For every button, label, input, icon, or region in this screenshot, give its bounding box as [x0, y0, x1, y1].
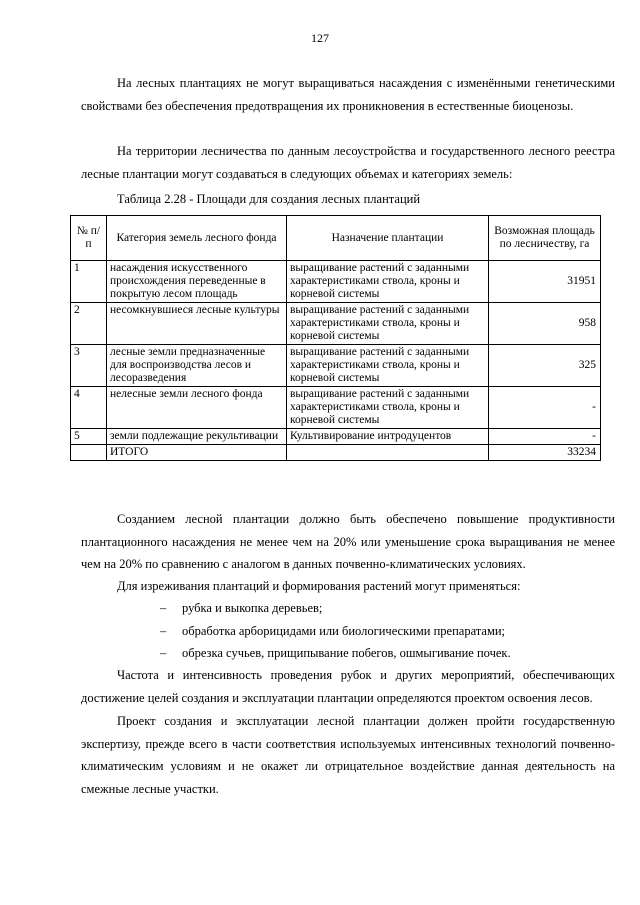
- list-item: [160, 597, 511, 620]
- page-number: 127: [311, 31, 329, 45]
- cell-purpose: выращивание растений с заданными характеристиками ствола, кроны и корневой системы: [287, 261, 489, 303]
- cell-area: 958: [489, 303, 601, 345]
- paragraph-territory: На территории лесничества по данным лесоустройства и государственного лесного реестра лесные плантации могут создаваться в следующих объемах и категориях земель:: [81, 144, 615, 181]
- table-header-row: [71, 216, 601, 261]
- cell-num: 1: [71, 261, 107, 303]
- cell-area: -: [489, 429, 601, 445]
- table-row: [71, 303, 601, 345]
- cell-num: 4: [71, 387, 107, 429]
- table-row: [71, 261, 601, 303]
- cell-area: 31951: [489, 261, 601, 303]
- cell-category: насаждения искусственного происхождения переведенные в покрытую лесом площадь: [107, 261, 287, 303]
- cell-category: земли подлежащие рекультивации: [107, 429, 287, 445]
- table-row: [71, 429, 601, 445]
- cell-category: лесные земли предназначенные для воспроизводства лесов и лесоразведения: [107, 345, 287, 387]
- cell-category: несомкнувшиеся лесные культуры: [107, 303, 287, 345]
- list-marker: –: [160, 646, 167, 660]
- paragraph-thinning-intro: Для изреживания плантаций и формирования растений могут применяться:: [117, 579, 521, 593]
- cell-area: -: [489, 387, 601, 429]
- total-label: ИТОГО: [107, 445, 287, 461]
- list-marker: –: [160, 623, 167, 638]
- cell-purpose: [287, 445, 489, 461]
- cell-purpose: выращивание растений с заданными характеристиками ствола, кроны и корневой системы: [287, 387, 489, 429]
- cell-area: 325: [489, 345, 601, 387]
- list-item-text: обрезка сучьев, прищипывание побегов, ошмыгивание почек.: [182, 646, 511, 660]
- paragraph-expertise: Проект создания и эксплуатации лесной плантации должен пройти государственную экспертизу, прежде всего в части соответствия используемых интенсивных технологий почвенно-климатическим условиям и не окажет ли отрицательное воздействие данная деятельность на смежные лесные участки.: [81, 714, 615, 796]
- total-area: 33234: [489, 445, 601, 461]
- plantation-area-table: [70, 215, 601, 461]
- list-item: [160, 620, 511, 643]
- cell-num: 3: [71, 345, 107, 387]
- list-item-text: рубка и выкопка деревьев;: [182, 601, 323, 615]
- list-marker: –: [160, 601, 167, 615]
- table-row: [71, 387, 601, 429]
- table-row: [71, 345, 601, 387]
- list-item: [160, 642, 511, 665]
- header-purpose: Назначение плантации: [287, 216, 489, 261]
- cell-purpose: Культивирование интродуцентов: [287, 429, 489, 445]
- cell-num: [71, 445, 107, 461]
- cell-num: 2: [71, 303, 107, 345]
- measures-list: [160, 597, 511, 665]
- header-num: № п/п: [71, 216, 107, 261]
- header-area: Возможная площадь по лесничеству, га: [489, 216, 601, 261]
- paragraph-productivity: Созданием лесной плантации должно быть обеспечено повышение продуктивности плантационного насаждения не менее чем на 20% или уменьшение срока выращивания не менее чем на 20% по сравнению с аналогом в данных почвенно-климатических условиях.: [81, 512, 615, 571]
- list-item-text: обработка арборицидами или биологическими препаратами;: [182, 623, 506, 638]
- table-total-row: [71, 445, 601, 461]
- header-category: Категория земель лесного фонда: [107, 216, 287, 261]
- paragraph-frequency: Частота и интенсивность проведения рубок и других мероприятий, обеспечивающих достижение целей создания и эксплуатации плантации определяются проектом освоения лесов.: [81, 668, 615, 705]
- table-caption: Таблица 2.28 - Площади для создания лесных плантаций: [117, 192, 421, 206]
- cell-purpose: выращивание растений с заданными характеристиками ствола, кроны и корневой системы: [287, 345, 489, 387]
- cell-purpose: выращивание растений с заданными характеристиками ствола, кроны и корневой системы: [287, 303, 489, 345]
- paragraph-genetic: На лесных плантациях не могут выращиваться насаждения с изменёнными генетическими свойствами без обеспечения предотвращения их проникновения в естественные биоценозы.: [81, 76, 615, 113]
- cell-category: нелесные земли лесного фонда: [107, 387, 287, 429]
- cell-num: 5: [71, 429, 107, 445]
